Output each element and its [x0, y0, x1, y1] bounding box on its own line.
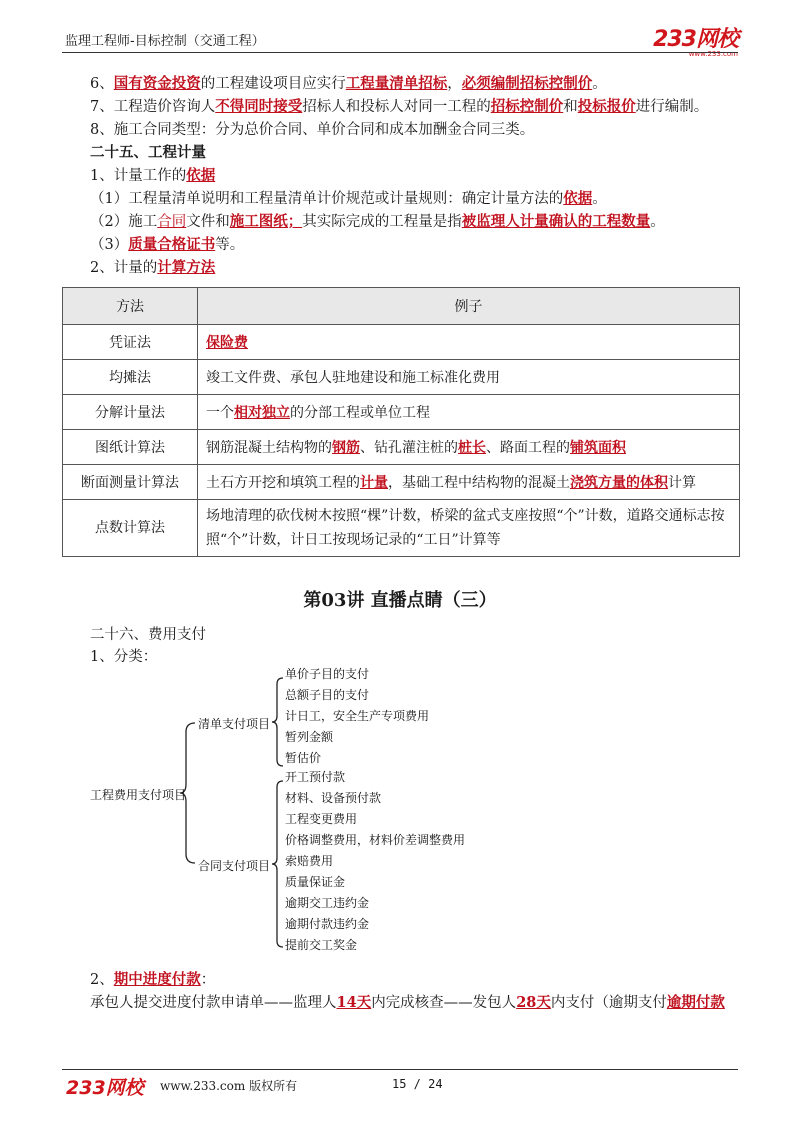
footer-copyright: www.233.com 版权所有	[160, 1079, 298, 1093]
table-row	[63, 360, 740, 395]
method-cell: 断面测量计算法	[63, 465, 198, 500]
example-text: 计算	[668, 475, 696, 491]
item-8: 8、施工合同类型：分为总价合同、单价合同和成本加酬金合同三类。	[90, 122, 535, 138]
item-6: 6、国有资金投资的工程建设项目应实行工程量清单招标，必须编制招标控制价。	[90, 75, 607, 92]
measurement-methods-table	[62, 287, 740, 557]
diagram-leaf: 逾期交工违约金	[285, 896, 370, 910]
diagram-leaf: 质量保证金	[285, 875, 346, 889]
example-text: 场地清理的砍伐树木按照“棵”计数，桥梁的盆式支座按照“个”计数，道路交通标志按照“个”计数，计日工按现场记录的“工日”计算等	[206, 508, 725, 548]
example-text: 、钻孔灌注桩的	[360, 440, 458, 456]
table-row	[63, 430, 740, 465]
diagram-branch-contract-items: 合同支付项目	[198, 859, 271, 873]
example-text: 一个	[206, 405, 234, 421]
header-divider	[62, 52, 738, 53]
method-cell: 均摊法	[63, 360, 198, 395]
diagram-leaf: 计日工，安全生产专项费用	[285, 709, 430, 723]
example-text: ，基础工程中结构物的混凝土	[388, 475, 570, 491]
basis-item-3: （3）质量合格证书等。	[90, 236, 245, 253]
highlight-text: 相对独立	[234, 405, 290, 421]
example-text: 钢筋混凝土结构物的	[206, 440, 332, 456]
measurement-method: 2、计量的计算方法	[90, 259, 216, 276]
footer-logo: 233网校	[66, 1077, 144, 1099]
method-cell: 凭证法	[63, 325, 198, 360]
table-header-method: 方法	[63, 288, 198, 325]
diagram-leaf: 总额子目的支付	[285, 688, 370, 702]
diagram-leaf: 索赔费用	[285, 854, 334, 868]
highlight-text: 钢筋	[332, 440, 360, 456]
table-row	[63, 325, 740, 360]
example-text: 土石方开挖和填筑工程的	[206, 475, 360, 491]
diagram-leaf: 逾期付款违约金	[285, 917, 370, 931]
example-cell	[198, 395, 740, 430]
payment-items-diagram	[80, 668, 500, 958]
example-cell	[198, 360, 740, 395]
example-text: 的分部工程或单位工程	[290, 405, 430, 421]
diagram-leaf: 材料、设备预付款	[285, 791, 382, 805]
classification-label: 1、分类：	[90, 649, 158, 665]
table-row	[63, 395, 740, 430]
basis-item-1: （1）工程量清单说明和工程量清单计价规范或计量规则：确定计量方法的依据。	[90, 190, 607, 207]
method-cell: 分解计量法	[63, 395, 198, 430]
progress-payment-title: 2、期中进度付款：	[90, 971, 216, 988]
diagram-leaf: 单价子目的支付	[285, 667, 370, 681]
section-26-heading: 二十六、费用支付	[90, 627, 206, 643]
section-25-heading: 二十五、工程计量	[90, 144, 206, 161]
diagram-leaf: 暂列金额	[285, 730, 334, 744]
diagram-leaf: 暂估价	[285, 751, 322, 765]
example-text: 竣工文件费、承包人驻地建设和施工标准化费用	[206, 370, 500, 386]
highlight-text: 计量	[360, 475, 388, 491]
logo-url: www.233.com	[688, 50, 738, 58]
highlight-text: 浇筑方量的体积	[570, 475, 668, 491]
table-row	[63, 500, 740, 557]
diagram-leaf: 开工预付款	[285, 770, 346, 784]
item-7: 7、工程造价咨询人不得同时接受招标人和投标人对同一工程的招标控制价和投标报价进行编制。	[90, 98, 709, 115]
diagram-leaf: 价格调整费用，材料价差调整费用	[285, 833, 466, 847]
highlight-text: 铺筑面积	[570, 440, 626, 456]
method-cell: 图纸计算法	[63, 430, 198, 465]
example-cell	[198, 500, 740, 557]
highlight-text: 桩长	[458, 440, 486, 456]
footer-divider	[62, 1069, 738, 1070]
example-cell	[198, 465, 740, 500]
example-text: 、路面工程的	[486, 440, 570, 456]
page-number: 15 / 24	[392, 1077, 443, 1091]
table-header-example: 例子	[198, 288, 740, 325]
lecture-title: 第03讲 直播点睛（三）	[303, 590, 497, 611]
basis-item-2: （2）施工合同文件和施工图纸；其实际完成的工程量是指被监理人计量确认的工程数量。	[90, 213, 665, 230]
measurement-basis: 1、计量工作的依据	[90, 167, 216, 184]
logo-text: 233网校	[653, 27, 738, 52]
example-cell	[198, 325, 740, 360]
diagram-branch-list-items: 清单支付项目	[198, 717, 271, 731]
diagram-leaf: 工程变更费用	[285, 812, 358, 826]
document-header-title: 监理工程师-目标控制（交通工程）	[65, 34, 265, 49]
method-cell: 点数计算法	[63, 500, 198, 557]
diagram-root: 工程费用支付项目	[90, 788, 187, 802]
progress-payment-flow: 承包人提交进度付款申请单——监理人14天内完成核查——发包人28天内支付（逾期支付逾期付款	[90, 994, 725, 1011]
table-row	[63, 465, 740, 500]
example-cell	[198, 430, 740, 465]
diagram-leaf: 提前交工奖金	[285, 938, 358, 952]
highlight-text: 保险费	[206, 335, 248, 351]
